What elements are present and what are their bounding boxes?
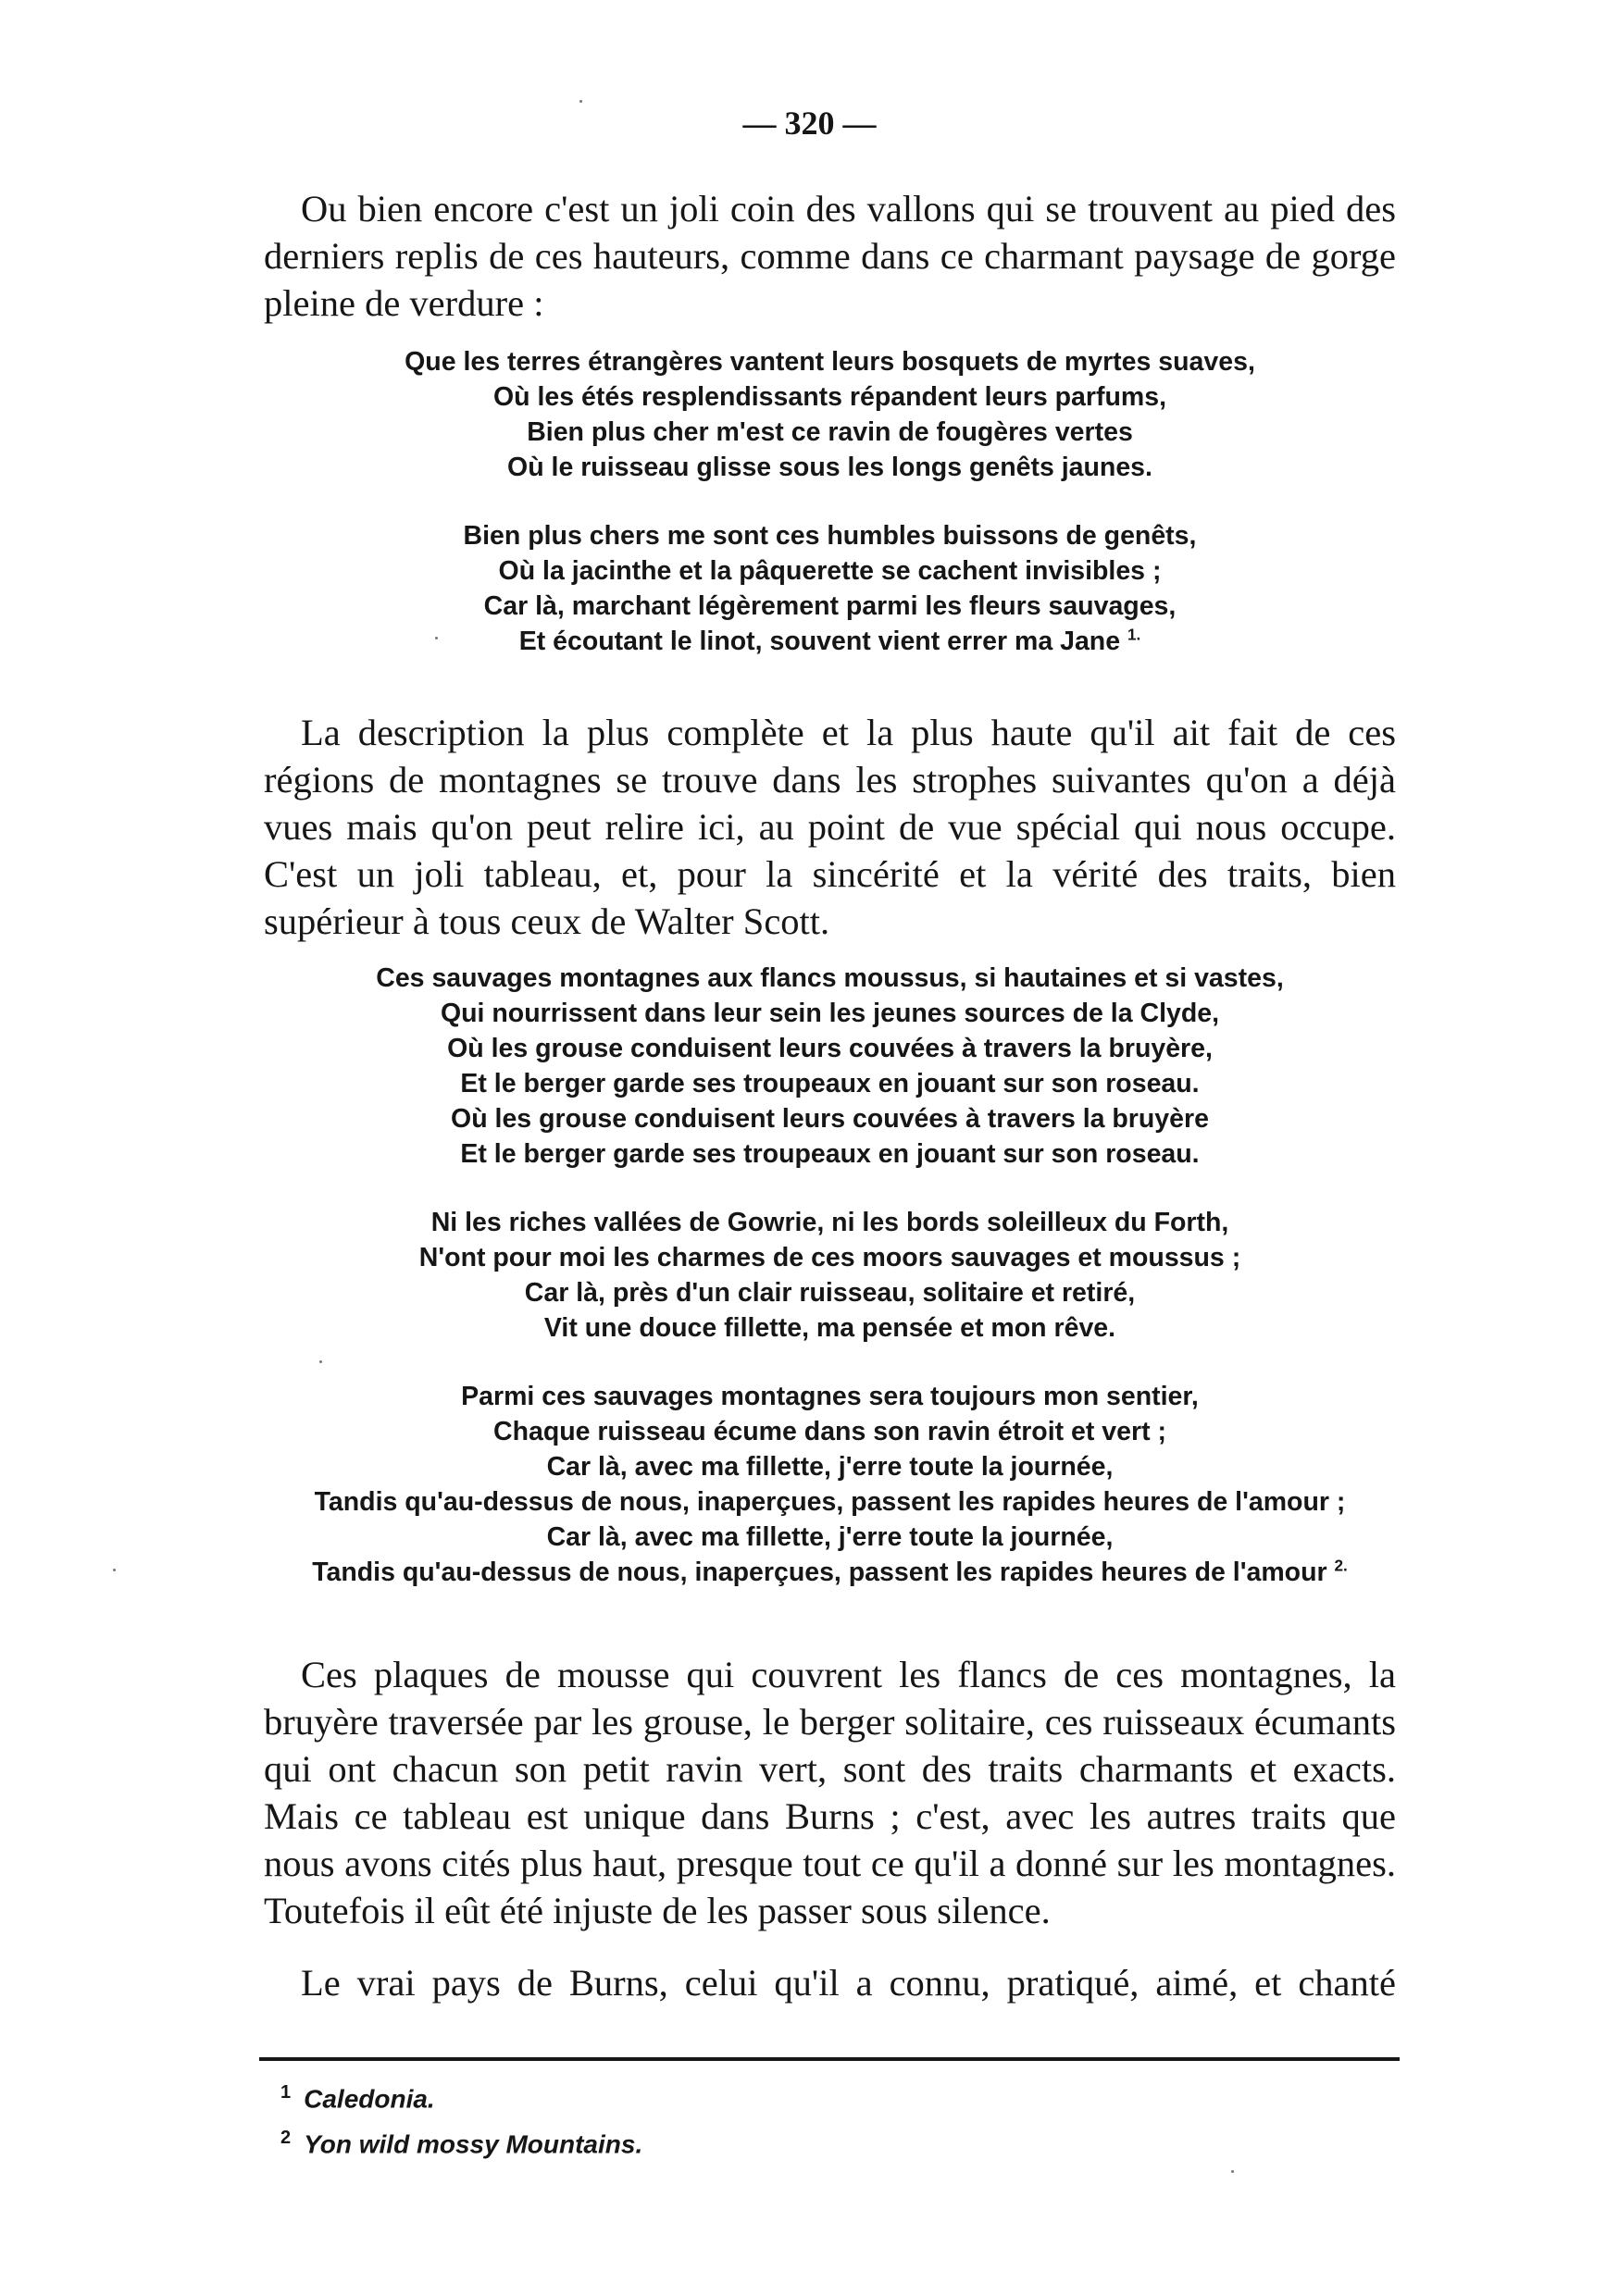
verse-line: Ces sauvages montagnes aux flancs moussus, si hautaines et si vastes, <box>376 963 1284 993</box>
footnotes <box>280 2073 642 2165</box>
verse-line: Car là, marchant légèrement parmi les fleurs sauvages, <box>483 591 1177 621</box>
verse-line: Vit une douce fillette, ma pensée et mon rêve. <box>543 1313 1116 1343</box>
footnote-2 <box>280 2118 642 2164</box>
verse-line: Bien plus chers me sont ces humbles buissons de genêts, <box>463 521 1197 551</box>
footnote-text: Yon wild mossy Mountains. <box>304 2129 643 2159</box>
paragraph-4: Le vrai pays de Burns, celui qu'il a connu, pratiqué, aimé, et chanté <box>301 1962 1396 2004</box>
verse-line: Ni les riches vallées de Gowrie, ni les bords soleilleux du Forth, <box>430 1208 1229 1237</box>
verse-line: Où les grouse conduisent leurs couvées à travers la bruyère, <box>447 1034 1213 1063</box>
poem-2-stanza-2 <box>264 1205 1396 1346</box>
verse-line: Où la jacinthe et la pâquerette se cachent invisibles ; <box>498 556 1162 586</box>
poem-1-stanza-1 <box>264 344 1396 485</box>
paragraph-3: Ces plaques de mousse qui couvrent les flancs de ces montagnes, la bruyère traversée par les grouse, le berger solitaire, ces ruisseaux écumants qui ont chacun son petit ravin vert, sont des traits charmants et exacts. Mais ce tableau est unique dans Burns ; c'est, avec les autres traits que nous avons cités plus haut, presque tout ce qu'il a donné sur les montagnes. Toutefois il eût été injuste de les passer sous silence. <box>264 1654 1396 1931</box>
verse-line: Car là, près d'un clair ruisseau, solitaire et retiré, <box>524 1278 1136 1308</box>
verse-line: Et le berger garde ses troupeaux en jouant sur son roseau. <box>460 1139 1200 1169</box>
verse-line: Où les grouse conduisent leurs couvées à travers la bruyère <box>451 1104 1209 1134</box>
page-number: — 320 — <box>742 105 877 142</box>
verse-line: Tandis qu'au-dessus de nous, inaperçues, passent les rapides heures de l'amour ; <box>314 1487 1346 1517</box>
footnote-ref-1: 1. <box>1127 626 1141 644</box>
footnote-ref-2: 2. <box>1334 1557 1348 1575</box>
footnote-divider <box>259 2057 1400 2061</box>
paragraph-1: Ou bien encore c'est un joli coin des vallons qui se trouvent au pied des derniers replis de ces hauteurs, comme dans ce charmant paysage de gorge pleine de verdure : <box>264 188 1396 324</box>
verse-line: Que les terres étrangères vantent leurs bosquets de myrtes suaves, <box>405 347 1255 377</box>
print-speck <box>113 1569 116 1571</box>
paragraph-2: La description la plus complète et la plus haute qu'il ait fait de ces régions de montagnes se trouve dans les strophes suivantes qu'on a déjà vues mais qu'on peut relire ici, au point de vue spécial qui nous occupe. C'est un joli tableau, et, pour la sincérité et la vérité des traits, bien supérieur à tous ceux de Walter Scott. <box>264 712 1396 942</box>
verse-line: Bien plus cher m'est ce ravin de fougères vertes <box>527 417 1133 447</box>
verse-line: Car là, avec ma fillette, j'erre toute la journée, <box>546 1452 1114 1482</box>
verse-text: Et écoutant le linot, souvent vient errer ma Jane <box>518 627 1121 656</box>
verse-line: Où le ruisseau glisse sous les longs genêts jaunes. <box>507 453 1152 482</box>
verse-line: Où les étés resplendissants répandent leurs parfums, <box>492 382 1166 412</box>
verse-line: Chaque ruisseau écume dans son ravin étroit et vert ; <box>493 1417 1166 1446</box>
verse-text: Tandis qu'au-dessus de nous, inaperçues, passent les rapides heures de l'amour <box>312 1558 1327 1587</box>
verse-line: Et le berger garde ses troupeaux en jouant sur son roseau. <box>460 1069 1200 1098</box>
verse-line: Qui nourrissent dans leur sein les jeunes sources de la Clyde, <box>440 999 1220 1028</box>
poem-2-stanza-3 <box>264 1379 1396 1590</box>
print-speck <box>579 100 582 103</box>
poem-2-stanza-1 <box>264 961 1396 1172</box>
verse-line: Car là, avec ma fillette, j'erre toute la journée, <box>546 1522 1114 1552</box>
footnote-text: Caledonia. <box>304 2084 435 2114</box>
print-speck <box>435 637 438 639</box>
print-speck <box>1231 2170 1234 2173</box>
verse-line: N'ont pour moi les charmes de ces moors sauvages et moussus ; <box>418 1243 1241 1272</box>
footnote-mark: 1 <box>280 2082 292 2103</box>
verse-line <box>264 1555 1396 1590</box>
verse-line: Parmi ces sauvages montagnes sera toujours mon sentier, <box>461 1382 1199 1411</box>
print-speck <box>319 1360 322 1363</box>
footnote-1 <box>280 2073 642 2118</box>
verse-line <box>264 624 1396 659</box>
poem-1-stanza-2 <box>264 518 1396 659</box>
footnote-mark: 2 <box>280 2128 292 2149</box>
